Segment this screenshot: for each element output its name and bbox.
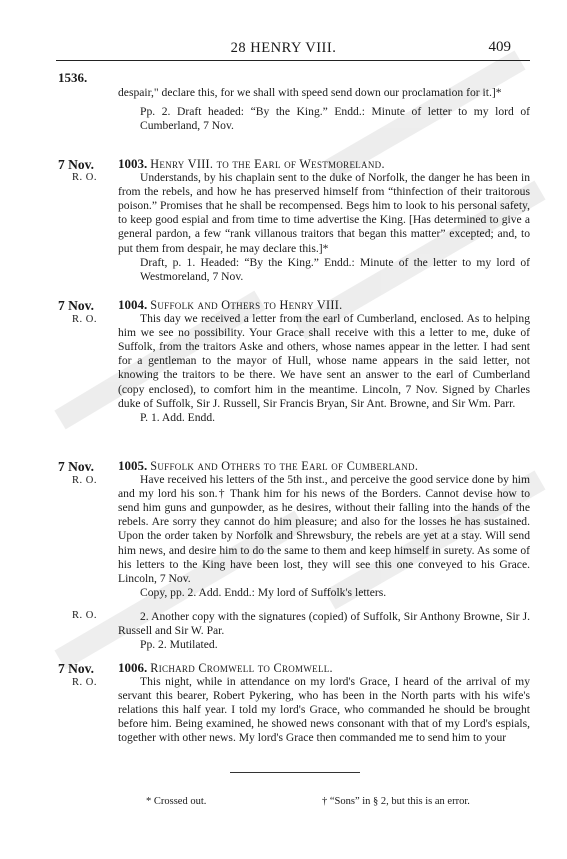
entry-source: R. O. — [72, 475, 97, 486]
entry-number: 1004. — [118, 297, 148, 312]
entry-heading: Suffolk and Others to Henry VIII. — [150, 298, 343, 312]
entry-meta: Draft, p. 1. Headed: “By the King.” Endd.: Minute of the letter to my lord of Westmoreland, 7 Nov. — [140, 255, 530, 283]
entry-number: 1005. — [118, 458, 148, 473]
intro-text: despair," declare this, for we shall with speed send down our proclamation for it.]* — [118, 86, 502, 99]
entry-number: 1003. — [118, 156, 148, 171]
intro-block — [118, 86, 530, 133]
entry-1005 — [118, 459, 530, 600]
entry-body: Have received his letters of the 5th inst., and perceive the good service done by him and my lord his son.† Thank him for his news of the Borders. Cannot devise how to send him guns and gunpowder, as he desires, without their falling into the hands of the rebels. Are sorry they cannot do him pleasure; and also for the losses he has sustained. Upon the order taken by Norfolk and Shrewsbury, the rebels are yet at a stay. Will send him news, and desire him to do the same to them and keep himself in surety. As some of his letters to the King have been lost, they will see this one conveyed to his Grace. Lincoln, 7 Nov. — [118, 473, 530, 585]
entry-date: 7 Nov. — [58, 661, 95, 676]
entry-heading: Suffolk and Others to the Earl of Cumberland. — [150, 459, 419, 473]
entry-date: 7 Nov. — [58, 157, 95, 172]
entry-heading-line — [118, 661, 530, 675]
entry-meta: P. 1. Add. Endd. — [140, 410, 216, 424]
entry-source: R. O. — [72, 677, 97, 688]
entry-source: R. O. — [72, 610, 97, 621]
header-rule — [56, 60, 530, 61]
entry-heading: Henry VIII. to the Earl of Westmoreland. — [150, 157, 385, 171]
entry-date: 7 Nov. — [58, 298, 95, 313]
entry-number: 1006. — [118, 660, 148, 675]
entry-heading-line — [118, 459, 530, 473]
year-label: 1536. — [58, 70, 88, 85]
entry-heading-line — [118, 157, 530, 171]
entry-body: This night, while in attendance on my lord's Grace, I heard of the arrival of my servant this bearer, Robert Pykering, who has been in the North parts with his wife's relations this half year. I told my lord's Grace, who commanded he should be brought before him. Being examined, he showed news consonant with that of my Lord's espials, together with other news. My lord's Grace then commanded me to send him to your — [118, 675, 530, 745]
entry-1006 — [118, 661, 530, 746]
intro-meta: Pp. 2. Draft headed: “By the King.” Endd.: Minute of letter to my lord of Cumberland, 7 Nov. — [140, 105, 530, 133]
footnote: † “Sons” in § 2, but this is an error. — [322, 796, 470, 807]
entry-1003 — [118, 157, 530, 284]
entry-1004 — [118, 298, 530, 425]
footnote-rule — [230, 772, 360, 773]
page-number: 409 — [488, 39, 511, 55]
entry-heading: Richard Cromwell to Cromwell. — [150, 661, 333, 675]
entry-source: R. O. — [72, 314, 97, 325]
running-header: 28 HENRY VIII. — [230, 40, 337, 56]
entry-date: 7 Nov. — [58, 459, 95, 474]
entry-body: 2. Another copy with the signatures (copied) of Suffolk, Sir Anthony Browne, Sir J. Russell and Sir W. Par. — [118, 610, 530, 638]
entry-source: R. O. — [72, 172, 97, 183]
entry-body: This day we received a letter from the earl of Cumberland, enclosed. As to helping him we see no possibility. Your Grace shall receive with this a letter to me, duke of Suffolk, from the traitors Aske and others, whose names appear in the letter. I had sent for a gentleman to the mayor of Hull, whose name appears in the said letter, not knowing the traitors to be there. We have sent an answer to the earl of Cumberland (copy enclosed), to comfort him in the meantime. Lincoln, 7 Nov. Signed by Charles duke of Suffolk, Sir J. Russell, Sir Francis Bryan, Sir Ant. Browne, and Sir Wm. Parr. — [118, 312, 530, 410]
entry-meta: Pp. 2. Mutilated. — [140, 638, 218, 652]
entry-body: Understands, by his chaplain sent to the duke of Norfolk, the danger he has been in from the rebels, and how he has preserved himself from “thinfection of their traitorous poison.” Promises that he shall be recompensed. Begs him to look to his personal safety, to keep good espial and from time to time advertise the King. [Has determined to give a general pardon, a few “rank villanous traitors that began this matter” excepted; and, to put them from despair, he may declare this.]* — [118, 171, 530, 255]
entry-heading-line — [118, 298, 530, 312]
footnote: * Crossed out. — [146, 796, 207, 807]
entry-meta: Copy, pp. 2. Add. Endd.: My lord of Suffolk's letters. — [140, 585, 387, 599]
entry-1005-part-2 — [118, 610, 530, 652]
